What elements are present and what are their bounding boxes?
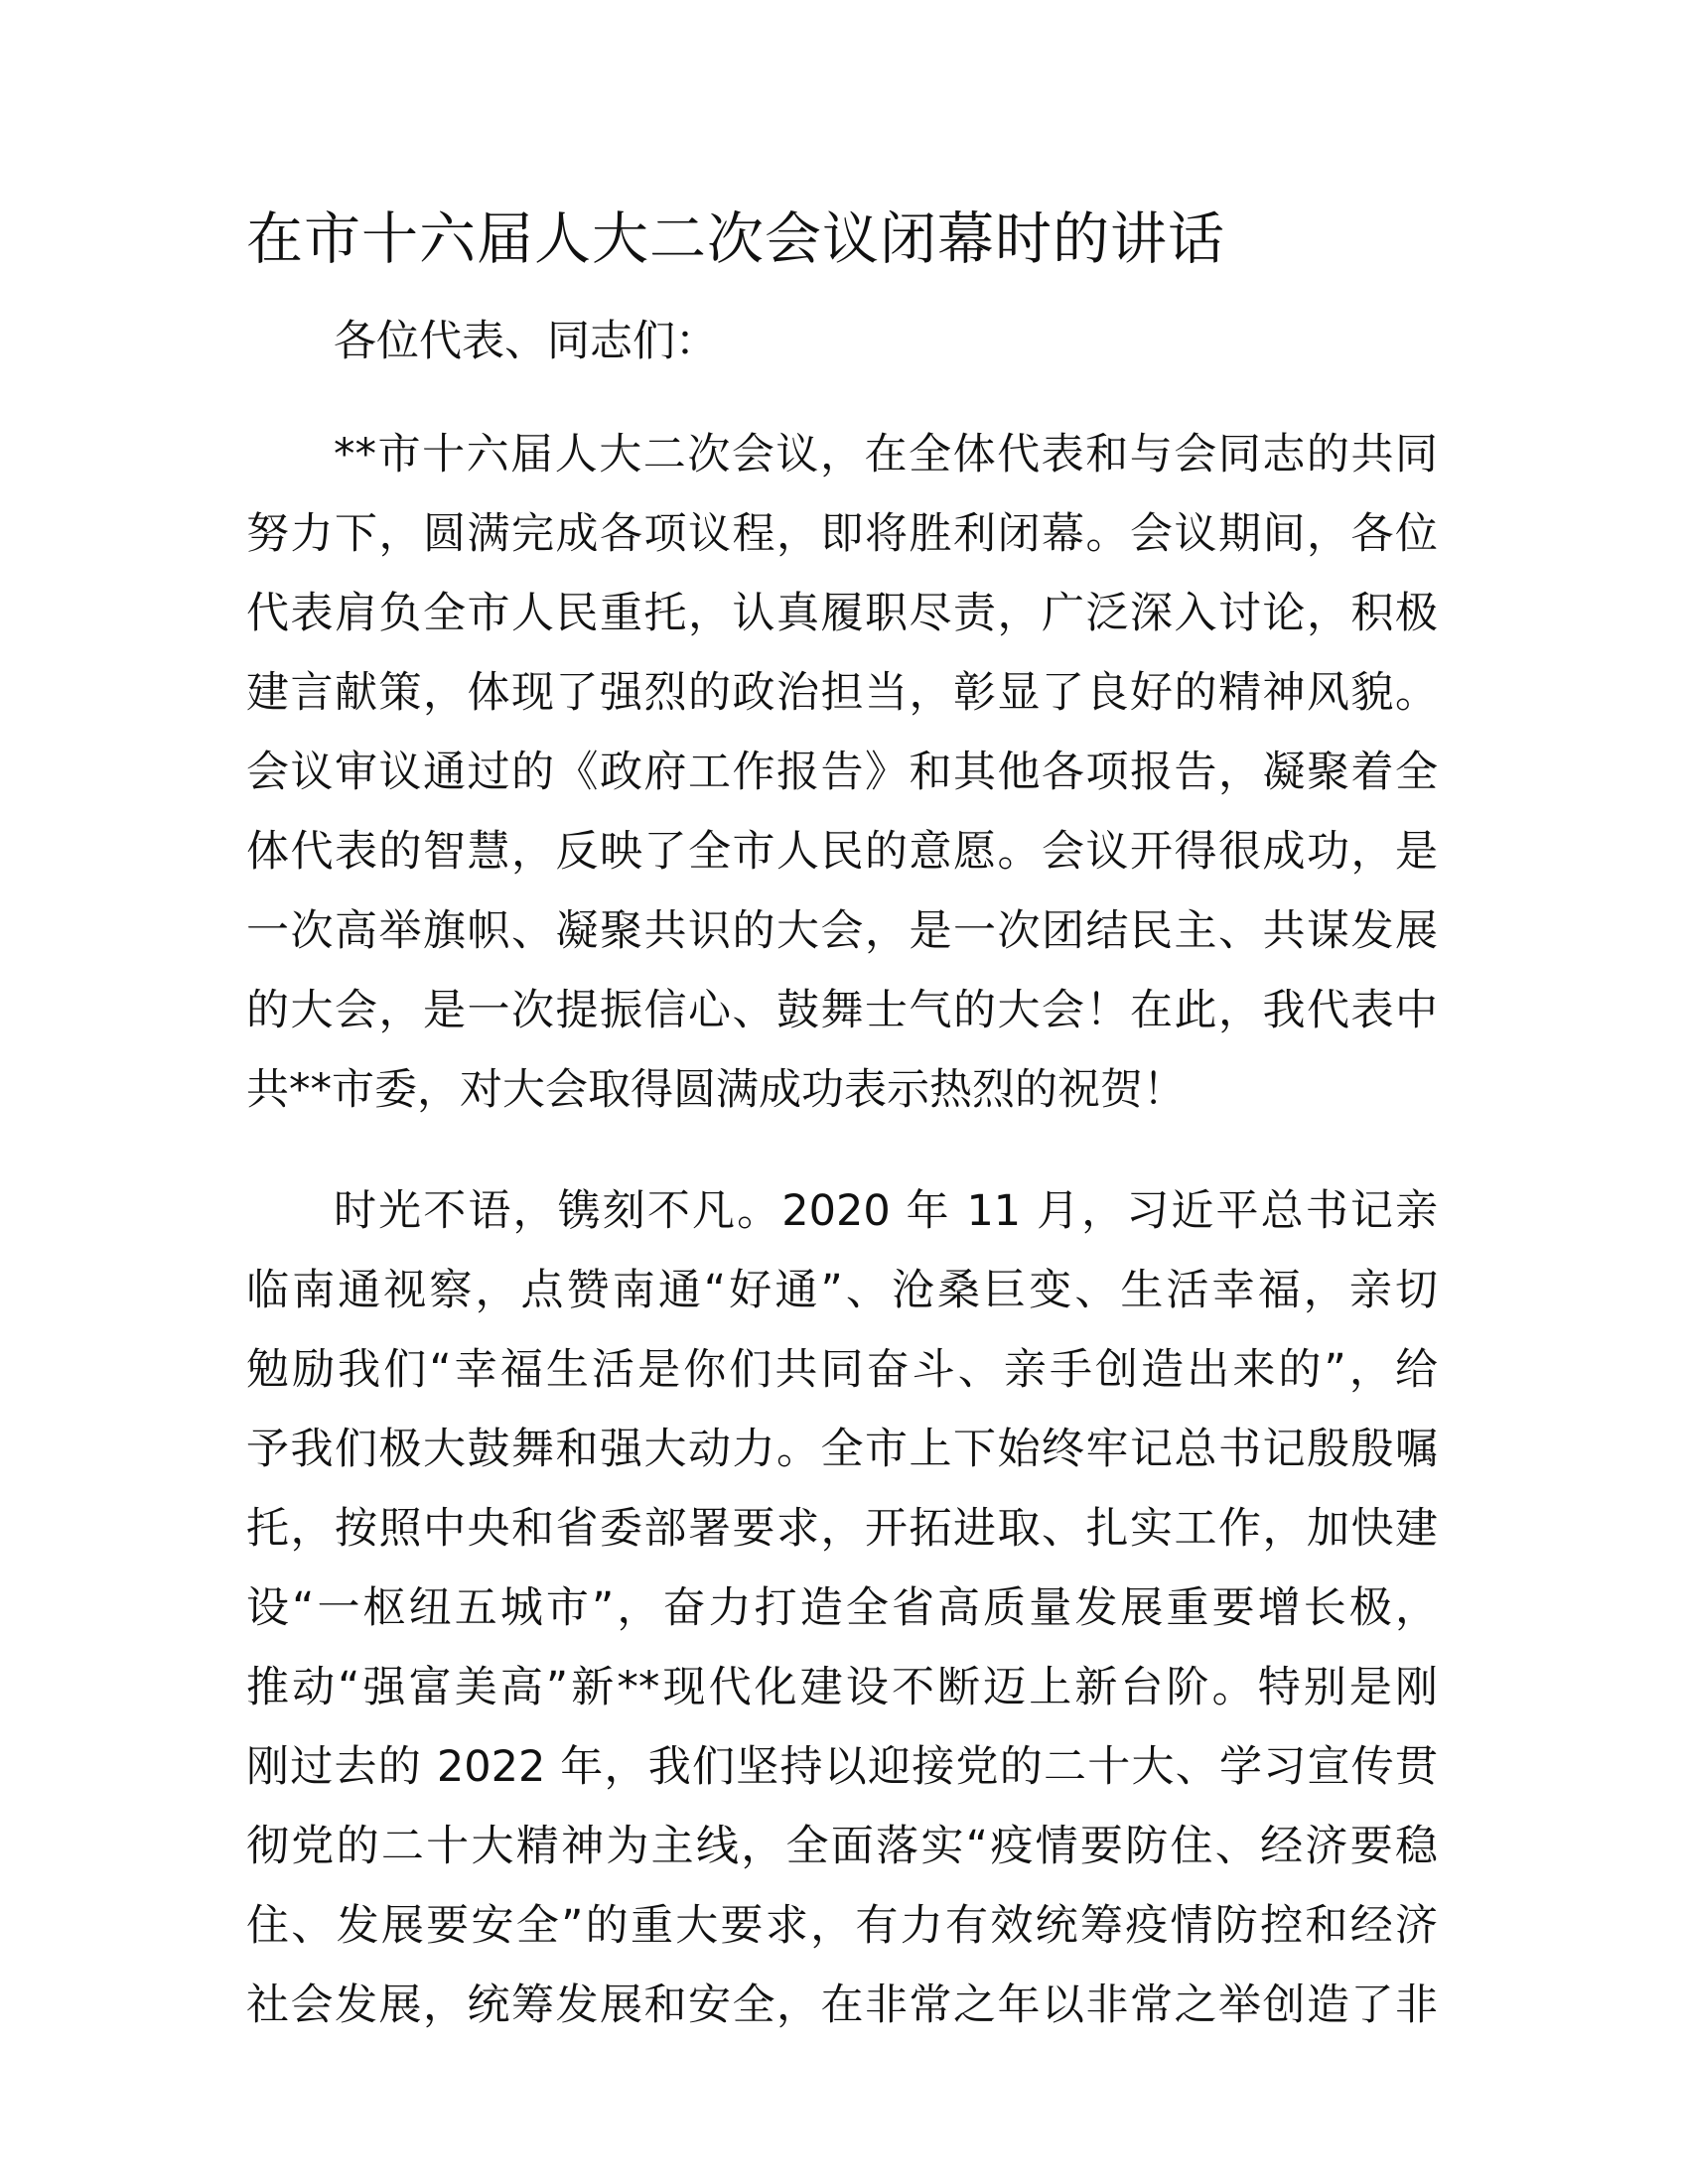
text-line: 予我们极大鼓舞和强大动力。全市上下始终牢记总书记殷殷嘱	[246, 1425, 1438, 1474]
text-line: 住、发展要安全”的重大要求，有力有效统筹疫情防控和经济	[246, 1901, 1438, 1951]
text-line: 设“一枢纽五城市”，奋力打造全省高质量发展重要增长极，	[246, 1583, 1438, 1633]
text-line: 勉励我们“幸福生活是你们共同奋斗、亲手创造出来的”，给	[246, 1345, 1438, 1395]
text-line: 代表肩负全市人民重托，认真履职尽责，广泛深入讨论，积极	[246, 589, 1438, 638]
paragraph-1	[246, 415, 1438, 1130]
text-line: 彻党的二十大精神为主线，全面落实“疫情要防住、经济要稳	[246, 1822, 1438, 1871]
text-line: 临南通视察，点赞南通“好通”、沧桑巨变、生活幸福，亲切	[246, 1266, 1438, 1315]
text-line: 的大会，是一次提振信心、鼓舞士气的大会！在此，我代表中	[246, 986, 1438, 1035]
text-line: 努力下，圆满完成各项议程，即将胜利闭幕。会议期间，各位	[246, 509, 1438, 559]
document-title: 在市十六届人大二次会议闭幕时的讲话	[246, 206, 1225, 272]
text-line: 托，按照中央和省委部署要求，开拓进取、扎实工作，加快建	[246, 1504, 1438, 1554]
text-line: 推动“强富美高”新**现代化建设不断迈上新台阶。特别是刚	[246, 1663, 1438, 1712]
text-line: 时光不语，镌刻不凡。2020 年 11 月，习近平总书记亲	[334, 1186, 1438, 1236]
text-line: 一次高举旗帜、凝聚共识的大会，是一次团结民主、共谋发展	[246, 906, 1438, 956]
text-line: 共**市委，对大会取得圆满成功表示热烈的祝贺！	[246, 1065, 1186, 1115]
document-body	[246, 310, 1438, 2045]
text-line: 体代表的智慧，反映了全市人民的意愿。会议开得很成功，是	[246, 827, 1438, 877]
text-line: 会议审议通过的《政府工作报告》和其他各项报告，凝聚着全	[246, 748, 1438, 797]
text-line: **市十六届人大二次会议，在全体代表和与会同志的共同	[334, 430, 1438, 479]
salutation: 各位代表、同志们：	[334, 317, 718, 366]
text-line: 刚过去的 2022 年，我们坚持以迎接党的二十大、学习宣传贯	[246, 1742, 1438, 1792]
text-line: 建言献策，体现了强烈的政治担当，彰显了良好的精神风貌。	[246, 668, 1438, 718]
paragraph-2	[246, 1171, 1438, 2045]
text-line: 社会发展，统筹发展和安全，在非常之年以非常之举创造了非	[246, 1980, 1438, 2030]
